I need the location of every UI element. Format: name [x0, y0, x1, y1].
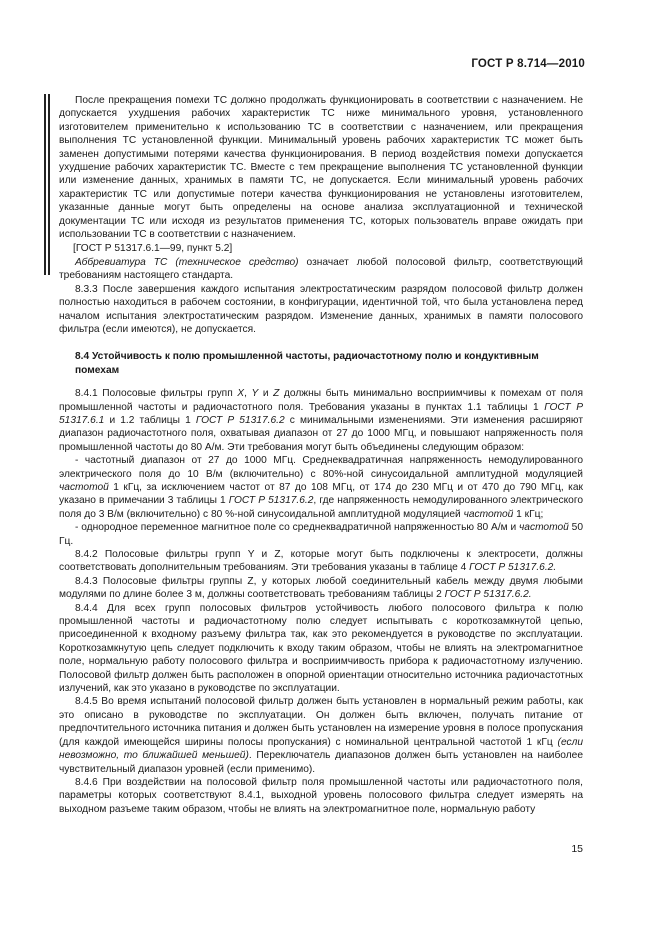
page-body — [59, 94, 583, 816]
list-item-magnetic-field: - однородное переменное магнитное поле со среднеквадратичной напряженностью 80 А/м и частотой 50 Гц. — [59, 522, 583, 547]
page-number: 15 — [571, 843, 583, 855]
change-bars — [44, 94, 50, 275]
paragraph-8-4-6: 8.4.6 При воздействии на полосовой фильтр поля промышленной частоты или радиочастотного поля, параметры которых соответствуют 8.4.1, выходной уровень полосового фильтра следует измерять на выходном разъеме таким образом, чтобы не влиять на электромагнитное поле, нормальную работу — [59, 776, 583, 815]
abbreviation-term: Аббревиатура ТС (техническое средство) — [75, 256, 299, 268]
paragraph-8-4-3: 8.4.3 Полосовые фильтры группы Z, у которых любой соединительный кабель между двумя любыми модулями по длине более 3 м, должны соответствовать требованиям таблицы 2 ГОСТ Р 51317.6.2. — [59, 575, 583, 601]
paragraph-8-4-4: 8.4.4 Для всех групп полосовых фильтров устойчивость любого полосового фильтра к полю промышленной частоты и радиочастотному полю следует испытывать с короткозамкнутой цепью, присоединенной к входному разъему фильтра так, как это рекомендуется в руководстве по эксплуатации. Короткозамкнутую цепь следует подключить к входу таким образом, чтобы не влиять на электромагнитное поле, нормальную работу полосового фильтра и восприимчивость прибора к радиочастотному излучению. Полосовой фильтр должен быть расположен в опорной ориентации относительно источника радиочастотных излучений, как это указано в руководстве по эксплуатации. — [59, 602, 583, 695]
quote-reference: [ГОСТ Р 51317.6.1—99, пункт 5.2] — [73, 243, 233, 255]
paragraph-8-4-2: 8.4.2 Полосовые фильтры групп Y и Z, которые могут быть подключены к электросети, должны соответствовать дополнительным требованиям. Эти требования указаны в таблице 4 ГОСТ Р 51317.6.2. — [59, 549, 583, 574]
document-standard-header: ГОСТ Р 8.714—2010 — [471, 58, 585, 70]
section-heading-8-4: 8.4 Устойчивость к полю промышленной частоты, радиочастотному полю и кондуктивным помехам — [75, 351, 539, 376]
abbreviation-paragraph: Аббревиатура ТС (техническое средство) означает любой полосовой фильтр, соответствующий требованиям настоящего стандарта. — [59, 256, 583, 282]
paragraph-8-4-1: 8.4.1 Полосовые фильтры групп X, Y и Z должны быть минимально восприимчивы к помехам от поля промышленной частоты и радиочастотного поля. Требования указаны в пунктах 1.1 таблицы 1 ГОСТ Р 51317.6.1 и 1.2 таблицы 1 ГОСТ Р 51317.6.2 с минимальными изменениями. Эти изменения расширяют диапазон радиочастотного поля, охватывая диапазон от 27 до 1000 МГц, и повышают напряженность поля промышленной частоты до 80 А/м. Эти требования могут быть объединены следующим образом: — [59, 388, 584, 453]
quoted-paragraph: После прекращения помехи ТС должно продолжать функционировать в соответствии с назначением. Не допускается ухудшения рабочих характеристик ТС ниже минимального уровня, установленного изготовителем применительно к использованию ТС в соответствии с назначением, или прекращения выполнения ТС установленной функции. Минимальный уровень рабочих характеристик ТС может быть заменен допустимыми потерями качества функционирования. В период воздействия помехи допускается ухудшение рабочих характеристик ТС. Вместе с тем прекращение выполнения ТС установленной функции или изменение данных, хранимых в памяти ТС, не допускается. Если минимальный уровень рабочих характеристик ТС или допустимые потери качества функционирования не установлены изготовителем, указанные данные могут быть определены на основе анализа эксплуатационной и технической документации ТС или исходя из результатов применения ТС, которых пользователь вправе ожидать при использовании ТС в соответствии с назначением. — [59, 95, 583, 241]
paragraph-8-4-5: 8.4.5 Во время испытаний полосовой фильтр должен быть установлен в нормальный режим работы, как это описано в руководстве по эксплуатации. Он должен быть включен, получать питание от предпочтительного источника питания и должен быть установлен на измерение уровня в полосе пропускания (для каждой имеющейся ширины полосы пропускания) с номинальной центральной частотой 1 кГц (если невозможно, то ближайшей меньшей). Переключатель диапазонов должен быть установлен на наиболее чувствительный диапазон уровней (если применимо). — [59, 696, 583, 775]
list-item-rf-field: - частотный диапазон от 27 до 1000 МГц. Среднеквадратичная напряженность немодулированного электрического поля до 10 В/м (включительно) с 80%-ной синусоидальной амплитудной модуляцией частотой 1 кГц, за исключением частот от 87 до 108 МГц, от 174 до 230 МГц и от 470 до 790 МГц, как указано в примечании 3 таблицы 1 ГОСТ Р 51317.6.2, где напряженность немодулированного электрического поля до 3 В/м (включительно) с 80 %-ной синусоидальной амплитудной модуляцией частотой 1 кГц; — [59, 455, 583, 520]
paragraph-8-3-3: 8.3.3 После завершения каждого испытания электростатическим разрядом полосовой фильтр должен полностью находиться в рабочем состоянии, в конфигурации, идентичной той, что была установлена перед началом испытания электростатическим разрядом. Изменение данных, хранимых в памяти полосового фильтра (если имеются), не допускается. — [59, 283, 583, 335]
